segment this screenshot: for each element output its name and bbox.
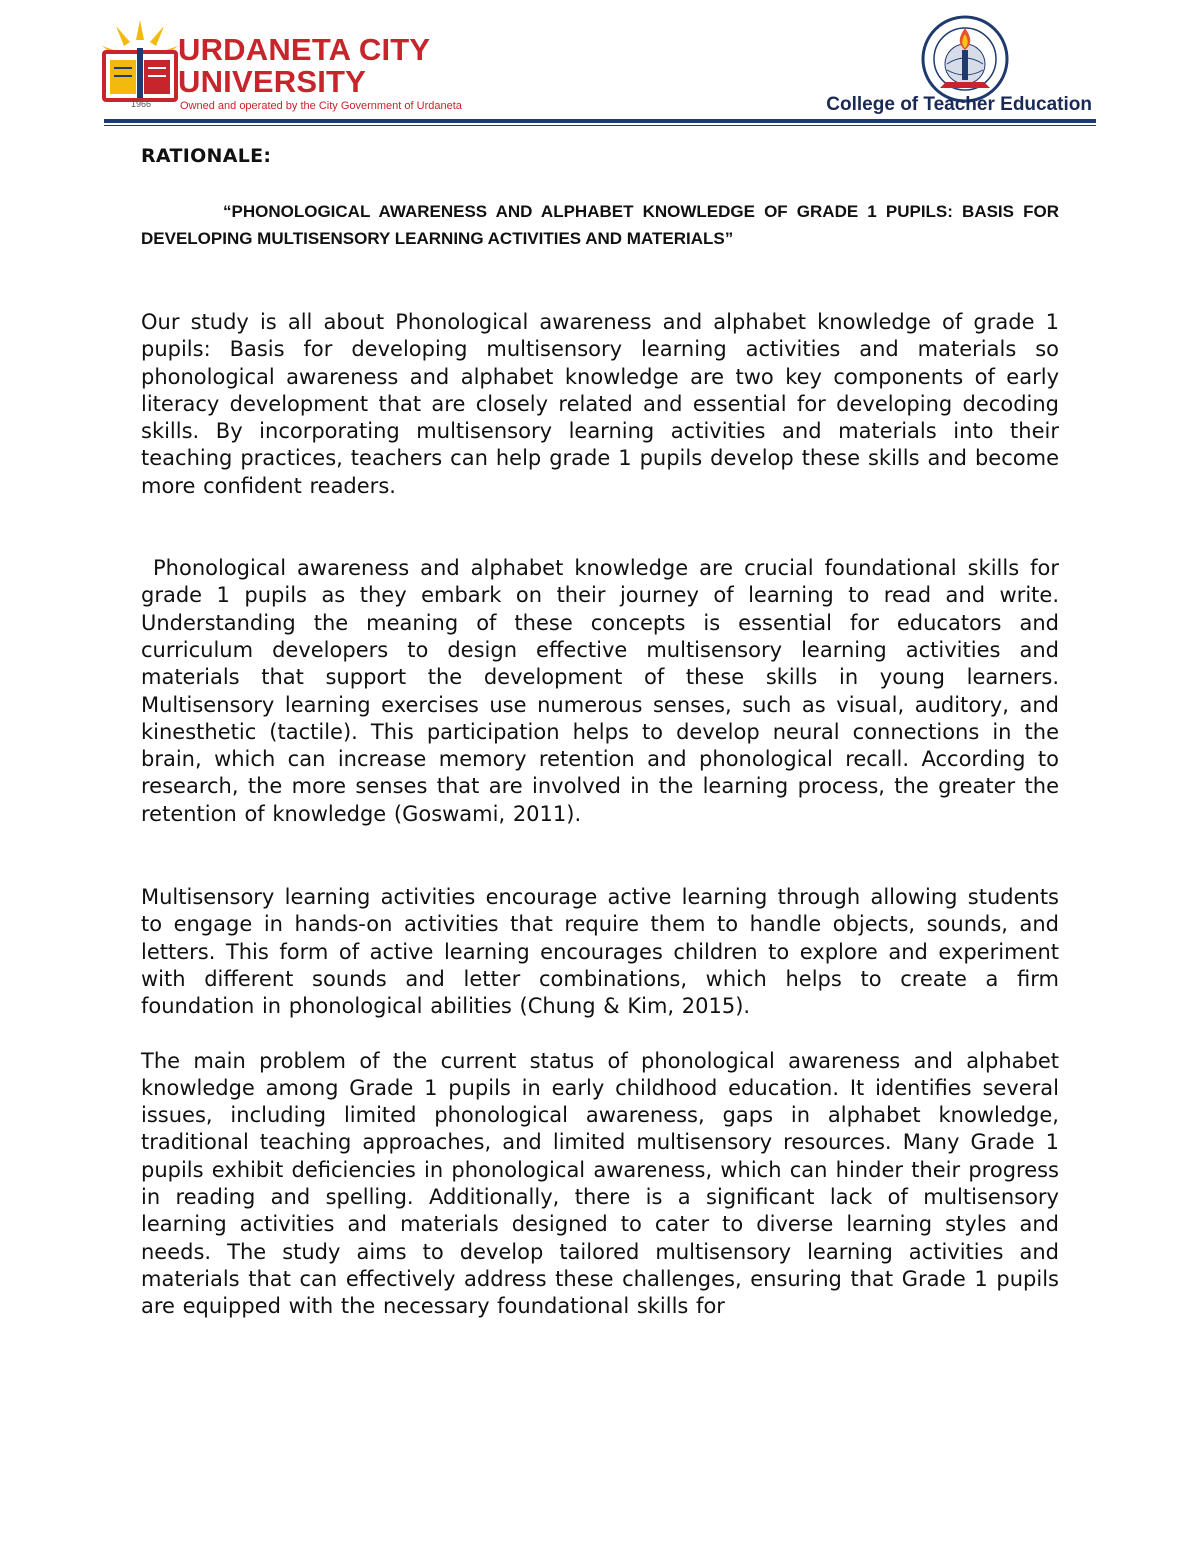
university-name-line1: URDANETA CITY	[178, 32, 431, 67]
paragraph-2: Phonological awareness and alphabet knowledge are crucial foundational skills for grade 1 pupils as they embark on their journey of learning to read and write. Understanding the meaning of these concepts is essential for educators and curriculum developers to design effective multisensory learning activities and materials that support the development of these skills in young learners. Multisensory learning exercises use numerous senses, such as visual, auditory, and kinesthetic (tactile). This participation helps to develop neural connections in the brain, which can increase memory retention and phonological recall. According to research, the more senses that are involved in the learning process, the greater the retention of knowledge (Goswami, 2011).	[141, 556, 1059, 826]
document-body	[141, 145, 1059, 1321]
owned-by-tagline: Owned and operated by the City Government of Urdaneta	[180, 100, 462, 112]
university-logo-icon	[100, 18, 180, 103]
header-rule-thin	[104, 125, 1096, 126]
section-label: RATIONALE:	[141, 145, 272, 167]
header-rule	[104, 119, 1096, 123]
paragraph-1: Our study is all about Phonological awareness and alphabet knowledge of grade 1 pupils: Basis for developing multisensory learning activities and materials so phonological awareness and alphabet knowledge are two key components of early literacy development that are closely related and essential for developing decoding skills. By incorporating multisensory learning activities and materials into their teaching practices, teachers can help grade 1 pupils develop these skills and become more confident readers.	[141, 310, 1059, 498]
college-seal-icon	[920, 14, 1010, 104]
university-name-line2: UNIVERSITY	[178, 64, 367, 99]
document-title: “PHONOLOGICAL AWARENESS AND ALPHABET KNOWLEDGE OF GRADE 1 PUPILS: BASIS FOR DEVELOPING MULTISENSORY LEARNING ACTIVITIES AND MATERIALS”	[141, 202, 1059, 248]
college-name: College of Teacher Education	[826, 94, 1092, 115]
founded-year: 1966	[131, 99, 152, 109]
letterhead	[0, 0, 1200, 130]
paragraph-3: Multisensory learning activities encourage active learning through allowing students to engage in hands-on activities that require them to handle objects, sounds, and letters. This form of active learning encourages children to explore and experiment with different sounds and letter combinations, which helps to create a firm foundation in phonological abilities (Chung & Kim, 2015).	[141, 885, 1059, 1019]
paragraph-4: The main problem of the current status of phonological awareness and alphabet knowledge among Grade 1 pupils in early childhood education. It identifies several issues, including limited phonological awareness, gaps in alphabet knowledge, traditional teaching approaches, and limited multisensory resources. Many Grade 1 pupils exhibit deficiencies in phonological awareness, which can hinder their progress in reading and spelling. Additionally, there is a significant lack of multisensory learning activities and materials designed to cater to diverse learning styles and needs. The study aims to develop tailored multisensory learning activities and materials that can effectively address these challenges, ensuring that Grade 1 pupils are equipped with the necessary foundational skills for	[141, 1048, 1059, 1319]
